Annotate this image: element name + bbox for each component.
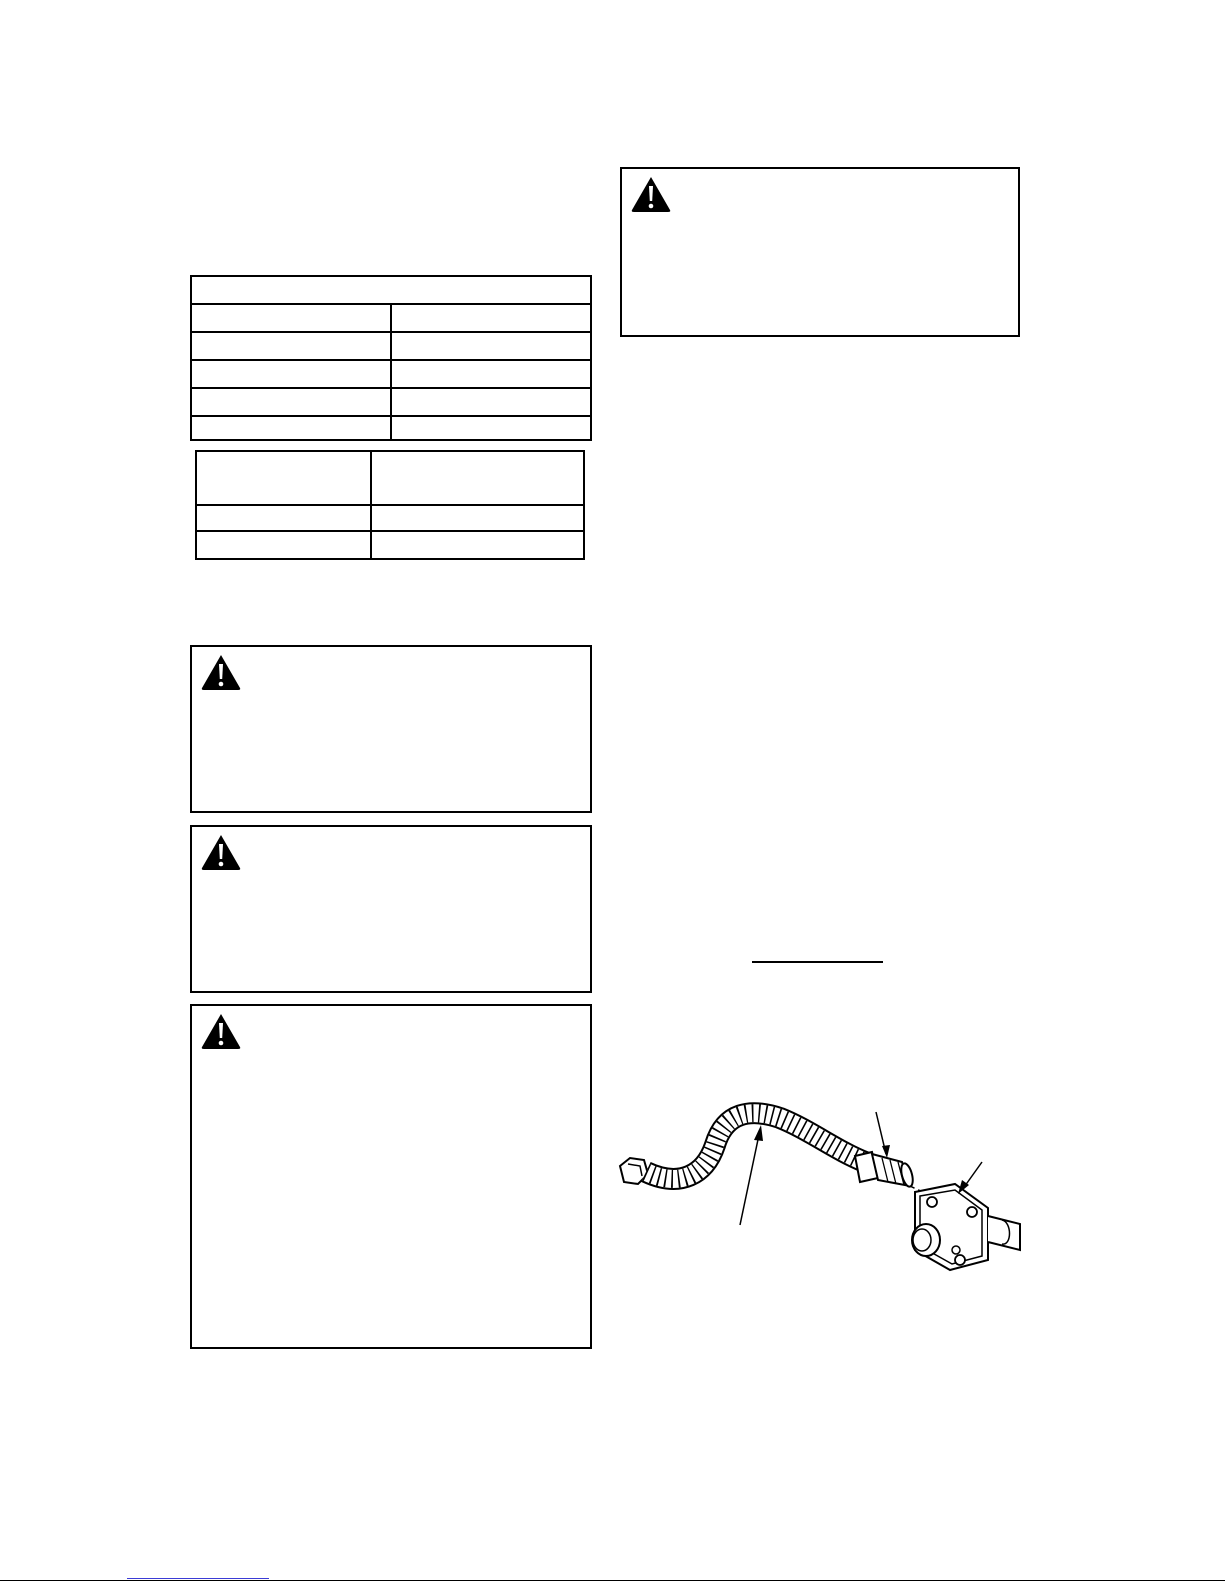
spec-table-2 — [195, 450, 585, 560]
warning-triangle-icon — [200, 1012, 242, 1050]
warning-triangle-icon — [200, 653, 242, 691]
corrugated-hose-icon — [646, 1113, 865, 1179]
table-row — [192, 331, 590, 361]
warning-triangle-icon — [200, 833, 242, 871]
warning-box-2 — [190, 645, 592, 813]
spec-table-1 — [190, 275, 592, 441]
spec-table-1-title-row — [192, 277, 590, 305]
footer-rule — [0, 1580, 1225, 1581]
table-row — [192, 387, 590, 417]
spec-table-2-header-row — [197, 452, 583, 506]
table-row — [192, 303, 590, 333]
table-row — [197, 504, 583, 532]
table-row — [192, 415, 590, 443]
warning-box-3 — [190, 825, 592, 993]
warning-box-4 — [190, 1004, 592, 1349]
footer-link-underline[interactable] — [127, 1578, 269, 1579]
gas-valve-icon — [912, 1184, 1020, 1270]
figure-heading-underline — [752, 961, 883, 963]
hose-fitting-icon — [855, 1152, 915, 1188]
warning-box-1 — [620, 167, 1020, 337]
gas-hose-connector-figure — [610, 1100, 1040, 1310]
table-row — [192, 359, 590, 389]
table-row — [197, 532, 583, 558]
warning-triangle-icon — [630, 175, 672, 213]
